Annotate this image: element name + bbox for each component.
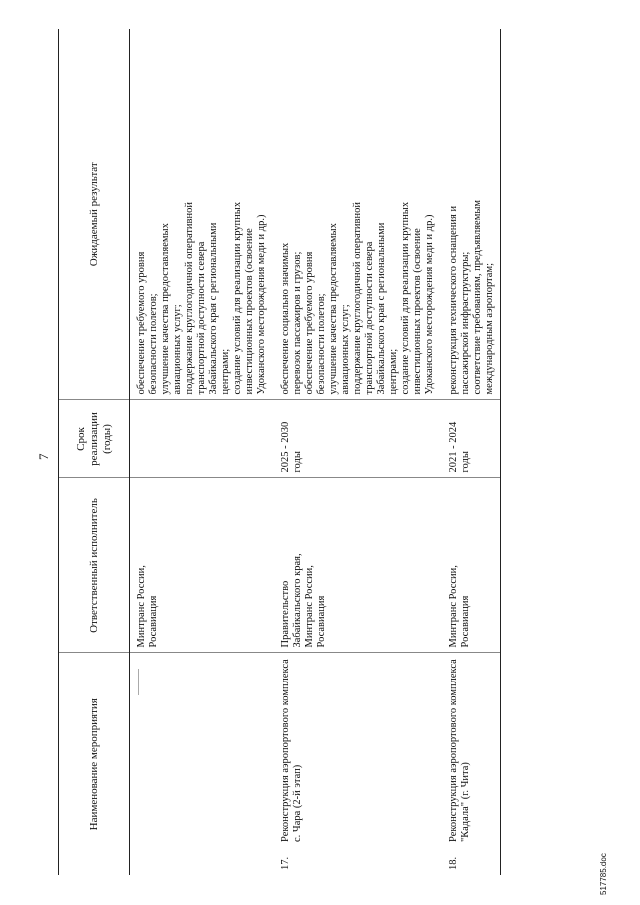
row-number: 18. <box>448 856 459 870</box>
page-number: 7 <box>36 453 51 460</box>
executor-line: Минтранс России, <box>304 565 315 648</box>
cell-result <box>272 29 440 400</box>
table-row-18 <box>440 29 501 875</box>
table-row-continued <box>130 29 273 875</box>
result-line: соответствие требованиям, предъявляемым <box>472 199 483 395</box>
result-line: Забайкальского края с региональными <box>208 222 219 395</box>
measure-name: Реконструкция аэропортового комплекса с. Чара (2-й этап) <box>280 659 303 842</box>
result-line: улучшение качества предоставляемых <box>160 223 171 395</box>
result-line: улучшение качества предоставляемых <box>328 223 339 395</box>
executor-line: Минтранс России, <box>448 565 459 648</box>
executor-line: Росавиация <box>460 595 471 648</box>
result-line: поддержание круглогодичной оперативной <box>352 202 363 395</box>
header-measure-name: Наименование мероприятия <box>59 653 130 875</box>
result-line: пассажирской инфраструктуры; <box>460 251 471 395</box>
measure-name: Реконструкция аэропортового комплекса "Кадала" (г. Чита) <box>448 659 471 842</box>
executor-line: Минтранс России, <box>136 565 147 648</box>
result-line: перевозок пассажиров и грузов; <box>292 251 303 395</box>
result-line: обеспечение требуемого уровня <box>136 251 147 395</box>
row-number: 17. <box>280 856 291 870</box>
continuation-mark <box>138 669 139 695</box>
result-line: создание условий для реализации крупных <box>232 201 243 395</box>
header-term: Срок реализации (годы) <box>59 400 130 478</box>
executor-line: Правительство <box>280 580 291 648</box>
result-line: безопасности полетов; <box>148 293 159 395</box>
cell-term <box>130 400 273 478</box>
result-line: Удоканского месторождения меди и др.) <box>256 214 267 395</box>
document-id: 517785.doc <box>599 853 608 895</box>
cell-term: 2021 - 2024 годы <box>440 400 501 478</box>
result-line: безопасности полетов; <box>316 293 327 395</box>
header-executor: Ответственный исполнитель <box>59 478 130 653</box>
result-line: международным аэропортам; <box>484 262 495 395</box>
cell-name <box>440 653 501 875</box>
result-line: транспортной доступности севера <box>196 241 207 395</box>
result-line: авиационных услуг; <box>172 304 183 395</box>
result-line: транспортной доступности севера <box>364 241 375 395</box>
cell-result <box>130 29 273 400</box>
executor-line: Забайкальского края, <box>292 553 303 648</box>
cell-name <box>130 653 273 875</box>
result-line: инвестиционных проектов (освоение <box>244 228 255 395</box>
header-result: Ожидаемый результат <box>59 29 130 400</box>
measures-table <box>58 29 501 875</box>
result-line: создание условий для реализации крупных <box>400 201 411 395</box>
executor-line: Росавиация <box>148 595 159 648</box>
result-line: обеспечение социально значимых <box>280 242 291 395</box>
result-line: обеспечение требуемого уровня <box>304 251 315 395</box>
cell-executor <box>272 478 440 653</box>
executor-line: Росавиация <box>316 595 327 648</box>
cell-executor <box>130 478 273 653</box>
result-line: инвестиционных проектов (освоение <box>412 228 423 395</box>
result-line: центрами; <box>220 348 231 395</box>
cell-term: 2025 - 2030 годы <box>272 400 440 478</box>
result-line: Удоканского месторождения меди и др.) <box>424 214 435 395</box>
result-line: реконструкция технического оснащения и <box>448 205 459 395</box>
table-row-17 <box>272 29 440 875</box>
cell-result <box>440 29 501 400</box>
cell-name <box>272 653 440 875</box>
table-header-row <box>59 29 130 875</box>
result-line: центрами; <box>388 348 399 395</box>
cell-executor <box>440 478 501 653</box>
result-line: поддержание круглогодичной оперативной <box>184 202 195 395</box>
result-line: авиационных услуг; <box>340 304 351 395</box>
result-line: Забайкальского края с региональными <box>376 222 387 395</box>
